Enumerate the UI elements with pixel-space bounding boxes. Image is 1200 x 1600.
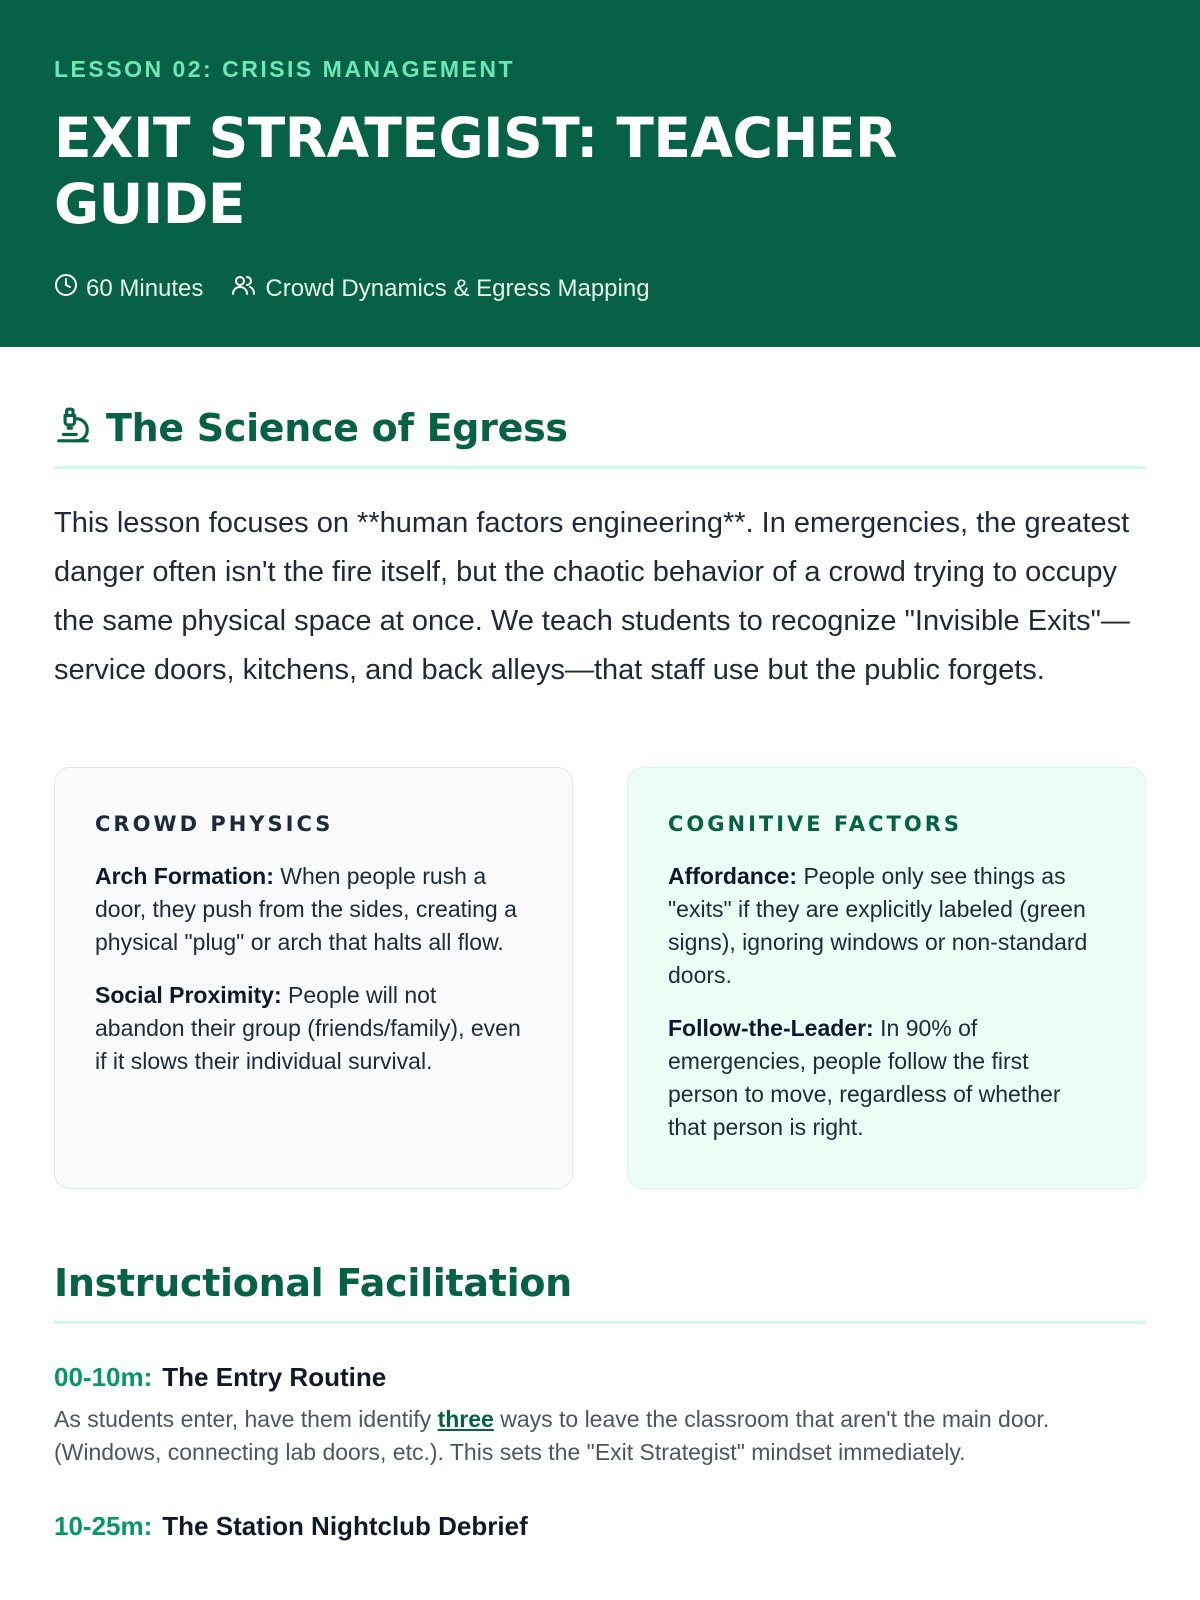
- crowd-physics-card: [54, 767, 573, 1189]
- duration-label: 60 Minutes: [86, 274, 204, 302]
- crowd-item: [95, 979, 532, 1078]
- step-title: The Station Nightclub Debrief: [162, 1511, 528, 1541]
- facilitation-section: [54, 1261, 1146, 1542]
- crowd-physics-title: CROWD PHYSICS: [95, 812, 334, 836]
- duration-meta: [54, 273, 203, 304]
- factor-cards: [54, 767, 1146, 1189]
- science-heading: The Science of Egress: [106, 405, 568, 450]
- step-heading: [54, 1362, 1146, 1393]
- topic-meta: [231, 273, 649, 304]
- step-desc-text: As students enter, have them identify: [54, 1406, 438, 1432]
- cognitive-item: [668, 1012, 1105, 1144]
- clock-icon: [54, 273, 86, 304]
- step-description: [54, 1403, 1146, 1469]
- crowd-item: [95, 860, 532, 959]
- lesson-header: [0, 0, 1200, 347]
- main-content: [0, 405, 1200, 1542]
- lesson-eyebrow: LESSON 02: CRISIS MANAGEMENT: [54, 56, 516, 82]
- crowd-item-text: When people rush a door, they push from the sides, creating a physical "plug" or arch that halts all flow.: [95, 863, 517, 955]
- facilitation-heading-row: [54, 1261, 1146, 1324]
- cognitive-item-text: People only see things as "exits" if they are explicitly labeled (green signs), ignoring windows or non-standard doors.: [668, 863, 1088, 988]
- crowd-item-text: People will not abandon their group (friends/family), even if it slows their individual survival.: [95, 982, 521, 1074]
- crowd-item-term: Arch Formation:: [95, 863, 274, 889]
- step-desc-highlight: three: [437, 1406, 494, 1432]
- timeline-step: [54, 1511, 1146, 1542]
- page-title: EXIT STRATEGIST: TEACHER GUIDE: [54, 106, 897, 236]
- cognitive-item-term: Follow-the-Leader:: [668, 1015, 874, 1041]
- step-desc-text: ways to leave the classroom that aren't the main door. (Windows, connecting lab doors, etc.). This sets the "Exit Strategist" mindset immediately.: [54, 1406, 1050, 1465]
- step-time: 10-25m:: [54, 1511, 153, 1541]
- cognitive-factors-title: COGNITIVE FACTORS: [668, 812, 963, 836]
- science-intro: This lesson focuses on **human factors engineering**. In emergencies, the greatest danger often isn't the fire itself, but the chaotic behavior of a crowd trying to occupy the same physical space at once. We teach students to recognize "Invisible Exits"—service doors, kitchens, and back alleys—that staff use but the public forgets.: [54, 507, 1130, 686]
- step-title: The Entry Routine: [162, 1362, 387, 1392]
- cognitive-factors-card: [627, 767, 1146, 1189]
- cognitive-item-text: In 90% of emergencies, people follow the first person to move, regardless of whether that person is right.: [668, 1015, 1061, 1140]
- science-section: [54, 405, 1146, 695]
- science-heading-row: [54, 405, 1146, 469]
- step-heading: [54, 1511, 1146, 1542]
- step-time: 00-10m:: [54, 1362, 153, 1392]
- cognitive-item-term: Affordance:: [668, 863, 798, 889]
- facilitation-heading: Instructional Facilitation: [54, 1261, 572, 1305]
- topic-label: Crowd Dynamics & Egress Mapping: [265, 274, 650, 302]
- microscope-icon: [54, 405, 106, 450]
- users-icon: [231, 273, 265, 304]
- lesson-meta: [54, 273, 1146, 304]
- timeline-step: [54, 1362, 1146, 1469]
- crowd-item-term: Social Proximity:: [95, 982, 282, 1008]
- cognitive-item: [668, 860, 1105, 992]
